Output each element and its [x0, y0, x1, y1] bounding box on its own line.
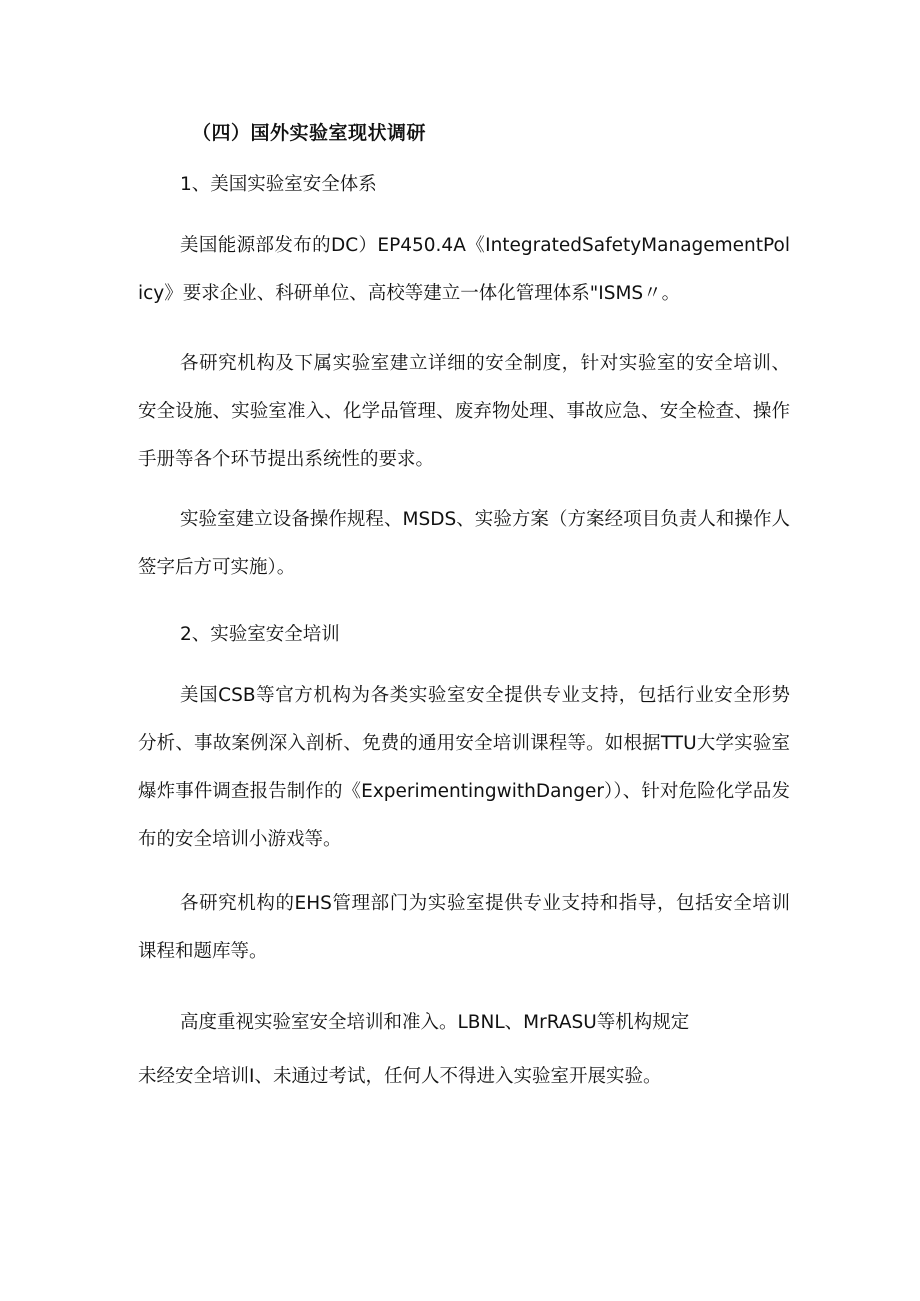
paragraph-operating-procedures: 实验室建立设备操作规程、MSDS、实验方案（方案经项目负责人和操作人签字后方可实施）。 [138, 509, 790, 578]
subsection-title-us-safety-system: 1、美国实验室安全体系 [180, 174, 377, 195]
paragraph-csb-support: 美国CSB等官方机构为各类实验室安全提供专业支持，包括行业安全形势分析、事故案例深入剖析、免费的通用安全培训课程等。如根据TTU大学实验室爆炸事件调查报告制作的《ExperimentingwithDanger））、针对危险化学品发布的安全培训小游戏等。 [138, 685, 790, 850]
paragraph-access-line-1: 高度重视实验室安全培训和准入。LBNL、MrRASU等机构规定 [180, 1012, 690, 1033]
paragraph-ehs-support: 各研究机构的EHS管理部门为实验室提供专业支持和指导，包括安全培训课程和题库等。 [138, 893, 790, 962]
paragraph-access-line-2: 未经安全培训I、未通过考试，任何人不得进入实验室开展实验。 [138, 1066, 662, 1087]
section-heading: （四）国外实验室现状调研 [192, 122, 427, 144]
subsection-title-safety-training: 2、实验室安全培训 [180, 624, 340, 645]
paragraph-doe-policy: 美国能源部发布的DC）EP450.4A《IntegratedSafetyManagementPolicy》要求企业、科研单位、高校等建立一体化管理体系"ISMS〃。 [138, 235, 790, 304]
paragraph-safety-rules: 各研究机构及下属实验室建立详细的安全制度，针对实验室的安全培训、安全设施、实验室准入、化学品管理、废弃物处理、事故应急、安全检查、操作手册等各个环节提出系统性的要求。 [138, 353, 790, 470]
